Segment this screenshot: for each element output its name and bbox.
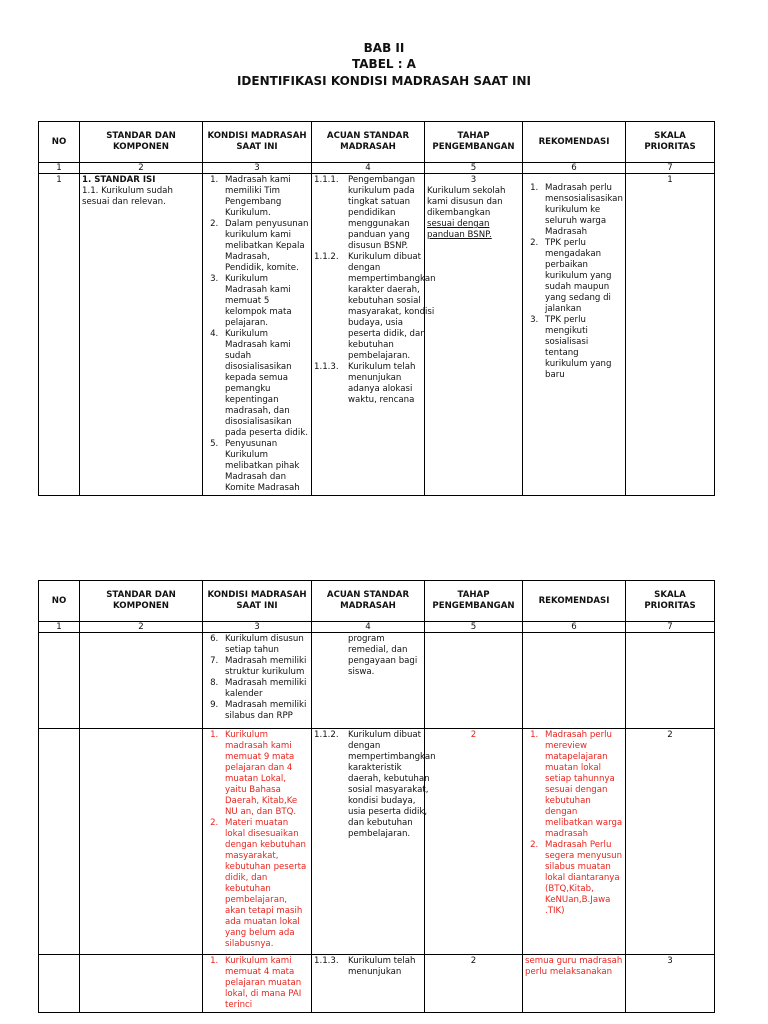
kondisi-list bbox=[205, 175, 309, 494]
acuan-text: Kurikulum telah menunjukan adanya alokasi waktu, rencana bbox=[348, 362, 416, 405]
acuan-item bbox=[314, 956, 422, 978]
table-row bbox=[39, 729, 715, 955]
kondisi-list bbox=[205, 956, 309, 1011]
rekomendasi-cell bbox=[523, 174, 626, 496]
col-header-kondisi: KONDISI MADRASAH SAAT INI bbox=[203, 122, 312, 163]
col-header-tahap: TAHAP PENGEMBANGAN bbox=[425, 581, 523, 622]
list-item: 3. TPK perlu mengikuti sosialisasi tentang kurikulum yang baru bbox=[541, 315, 623, 381]
tahap-cell: 2 bbox=[425, 955, 523, 1013]
acuan-text: Kurikulum dibuat dengan mempertimbangkan karakter daerah, kebutuhan sosial masyarakat, kondisi budaya, usia peserta didik, dan kebutuhan pembelajaran. bbox=[348, 252, 436, 361]
list-item: 1. Kurikulum madrasah kami memuat 9 mata pelajaran dan 4 muatan Lokal, yaitu Bahasa Daerah, Kitab,Ke NU an, dan BTQ. bbox=[221, 730, 309, 818]
tahap-text: Kurikulum sekolah kami disusun dan dikembangkan bbox=[427, 186, 506, 218]
col-number: 4 bbox=[312, 622, 425, 633]
row-number bbox=[39, 729, 80, 955]
kondisi-cell bbox=[203, 729, 312, 955]
kondisi-cell bbox=[203, 174, 312, 496]
table-label: TABEL : A bbox=[352, 57, 416, 71]
acuan-item bbox=[314, 252, 436, 362]
acuan-number: 1.1.2. bbox=[314, 252, 339, 262]
acuan-cell bbox=[312, 174, 436, 496]
list-item: 1. Madrasah perlu mereview matapelajaran muatan lokal setiap tahunnya sesuai dengan kebutuhan dengan melibatkan warga madrasah bbox=[541, 730, 623, 840]
standar-cell bbox=[80, 955, 203, 1013]
col-header-standar: STANDAR DAN KOMPONEN bbox=[80, 122, 203, 163]
rekomendasi-cell bbox=[523, 729, 626, 955]
acuan-text: Pengembangan kurikulum pada tingkat satuan pendidikan menggunakan panduan yang disusun BSNP. bbox=[348, 175, 416, 251]
kondisi-cell bbox=[203, 955, 312, 1013]
list-item: 3. Kurikulum Madrasah kami memuat 5 kelompok mata pelajaran. bbox=[221, 274, 309, 329]
identification-table-1 bbox=[38, 121, 715, 496]
rekomendasi-cell bbox=[523, 633, 626, 729]
list-item: 2. Dalam penyusunan kurikulum kami melibatkan Kepala Madrasah, Pendidik, komite. bbox=[221, 219, 309, 274]
table-row bbox=[39, 174, 715, 496]
rekomendasi-list bbox=[525, 730, 623, 917]
col-header-standar: STANDAR DAN KOMPONEN bbox=[80, 581, 203, 622]
row-number bbox=[39, 955, 80, 1013]
col-number: 2 bbox=[80, 163, 203, 174]
list-item: 2. Materi muatan lokal disesuaikan dengan kebutuhan masyarakat, kebutuhan peserta didik, dan kebutuhan pembelajaran, akan tetapi masih ada muatan lokal yang belum ada silabusnya. bbox=[221, 818, 309, 950]
col-number: 7 bbox=[626, 622, 715, 633]
row-number: 1 bbox=[39, 174, 80, 496]
col-number: 6 bbox=[523, 163, 626, 174]
table-row bbox=[39, 633, 715, 729]
skala-cell: 2 bbox=[626, 729, 715, 955]
col-header-skala: SKALA PRIORITAS bbox=[626, 122, 715, 163]
skala-cell bbox=[626, 633, 715, 729]
col-number: 6 bbox=[523, 622, 626, 633]
col-header-skala: SKALA PRIORITAS bbox=[626, 581, 715, 622]
col-number: 1 bbox=[39, 163, 80, 174]
rekomendasi-cell: semua guru madrasah perlu melaksanakan bbox=[523, 955, 626, 1013]
col-number: 2 bbox=[80, 622, 203, 633]
acuan-number: 1.1.2. bbox=[314, 730, 339, 740]
list-item: 1. Kurikulum kami memuat 4 mata pelajaran muatan lokal, di mana PAI terinci bbox=[221, 956, 309, 1011]
acuan-item bbox=[314, 175, 422, 252]
chapter-title: BAB II bbox=[363, 41, 405, 55]
list-item: 2. TPK perlu mengadakan perbaikan kurikulum yang sudah maupun yang sedang di jalankan bbox=[541, 238, 623, 315]
col-number: 7 bbox=[626, 163, 715, 174]
list-item: 8. Madrasah memiliki kalender bbox=[221, 678, 309, 700]
standar-cell bbox=[80, 174, 203, 496]
col-header-rekomendasi: REKOMENDASI bbox=[523, 581, 626, 622]
list-item: 9. Madrasah memiliki silabus dan RPP bbox=[221, 700, 309, 722]
standar-title: 1. STANDAR ISI bbox=[82, 175, 156, 185]
standar-sub: 1.1. Kurikulum sudah sesuai dan relevan. bbox=[82, 186, 173, 207]
acuan-cell bbox=[312, 729, 436, 955]
list-item: 4. Kurikulum Madrasah kami sudah disosialisasikan kepada semua pemangku kepentingan madrasah, dan disosialisasikan pada peserta didik. bbox=[221, 329, 309, 439]
col-header-acuan: ACUAN STANDAR MADRASAH bbox=[312, 122, 425, 163]
col-number: 3 bbox=[203, 163, 312, 174]
col-number: 5 bbox=[425, 163, 523, 174]
skala-cell: 3 bbox=[626, 955, 715, 1013]
tahap-underline-text: sesuai dengan panduan BSNP. bbox=[427, 219, 492, 240]
acuan-cell bbox=[312, 955, 425, 1013]
list-item: 6. Kurikulum disusun setiap tahun bbox=[221, 634, 309, 656]
acuan-item bbox=[314, 362, 422, 406]
list-item: 5. Penyusunan Kurikulum melibatkan pihak Madrasah dan Komite Madrasah bbox=[221, 439, 309, 494]
list-item: 1. Madrasah perlu mensosialisasikan kurikulum ke seluruh warga Madrasah bbox=[541, 183, 623, 238]
list-item: 2. Madrasah Perlu segera menyusun silabus muatan lokal diantaranya (BTQ,Kitab, KeNUan,B.Jawa .TIK) bbox=[541, 840, 623, 917]
acuan-number: 1.1.1. bbox=[314, 175, 339, 185]
kondisi-list bbox=[205, 634, 309, 722]
col-header-acuan: ACUAN STANDAR MADRASAH bbox=[312, 581, 425, 622]
row-number bbox=[39, 633, 80, 729]
acuan-number: 1.1.3. bbox=[314, 362, 339, 372]
standar-cell bbox=[80, 729, 203, 955]
table-row bbox=[39, 955, 715, 1013]
col-header-no: NO bbox=[39, 122, 80, 163]
col-number: 5 bbox=[425, 622, 523, 633]
col-header-no: NO bbox=[39, 581, 80, 622]
list-item: 7. Madrasah memiliki struktur kurikulum bbox=[221, 656, 309, 678]
col-number: 4 bbox=[312, 163, 425, 174]
col-header-tahap: TAHAP PENGEMBANGAN bbox=[425, 122, 523, 163]
identification-table-2 bbox=[38, 580, 715, 1013]
col-number: 3 bbox=[203, 622, 312, 633]
list-item: 1. Madrasah kami memiliki Tim Pengembang Kurikulum. bbox=[221, 175, 309, 219]
document-title: IDENTIFIKASI KONDISI MADRASAH SAAT INI bbox=[236, 74, 532, 88]
kondisi-list bbox=[205, 730, 309, 950]
standar-cell bbox=[80, 633, 203, 729]
tahap-cell bbox=[425, 633, 523, 729]
col-header-rekomendasi: REKOMENDASI bbox=[523, 122, 626, 163]
col-header-kondisi: KONDISI MADRASAH SAAT INI bbox=[203, 581, 312, 622]
tahap-cell bbox=[425, 174, 523, 496]
acuan-item bbox=[314, 730, 436, 840]
acuan-cell bbox=[312, 633, 425, 729]
acuan-number: 1.1.3. bbox=[314, 956, 339, 966]
acuan-text: Kurikulum dibuat dengan mempertimbangkan karakteristik daerah, kebutuhan sosial masyarakat, kondisi budaya, usia peserta didik, dan kebutuhan pembelajaran. bbox=[348, 730, 436, 839]
tahap-score: 3 bbox=[470, 175, 477, 185]
rekomendasi-list bbox=[525, 183, 623, 381]
acuan-text: Kurikulum telah menunjukan bbox=[348, 956, 416, 977]
col-number: 1 bbox=[39, 622, 80, 633]
kondisi-cell bbox=[203, 633, 312, 729]
skala-cell: 1 bbox=[626, 174, 715, 496]
tahap-cell: 2 bbox=[425, 729, 523, 955]
acuan-text: program remedial, dan pengayaan bagi siswa. bbox=[348, 634, 418, 677]
